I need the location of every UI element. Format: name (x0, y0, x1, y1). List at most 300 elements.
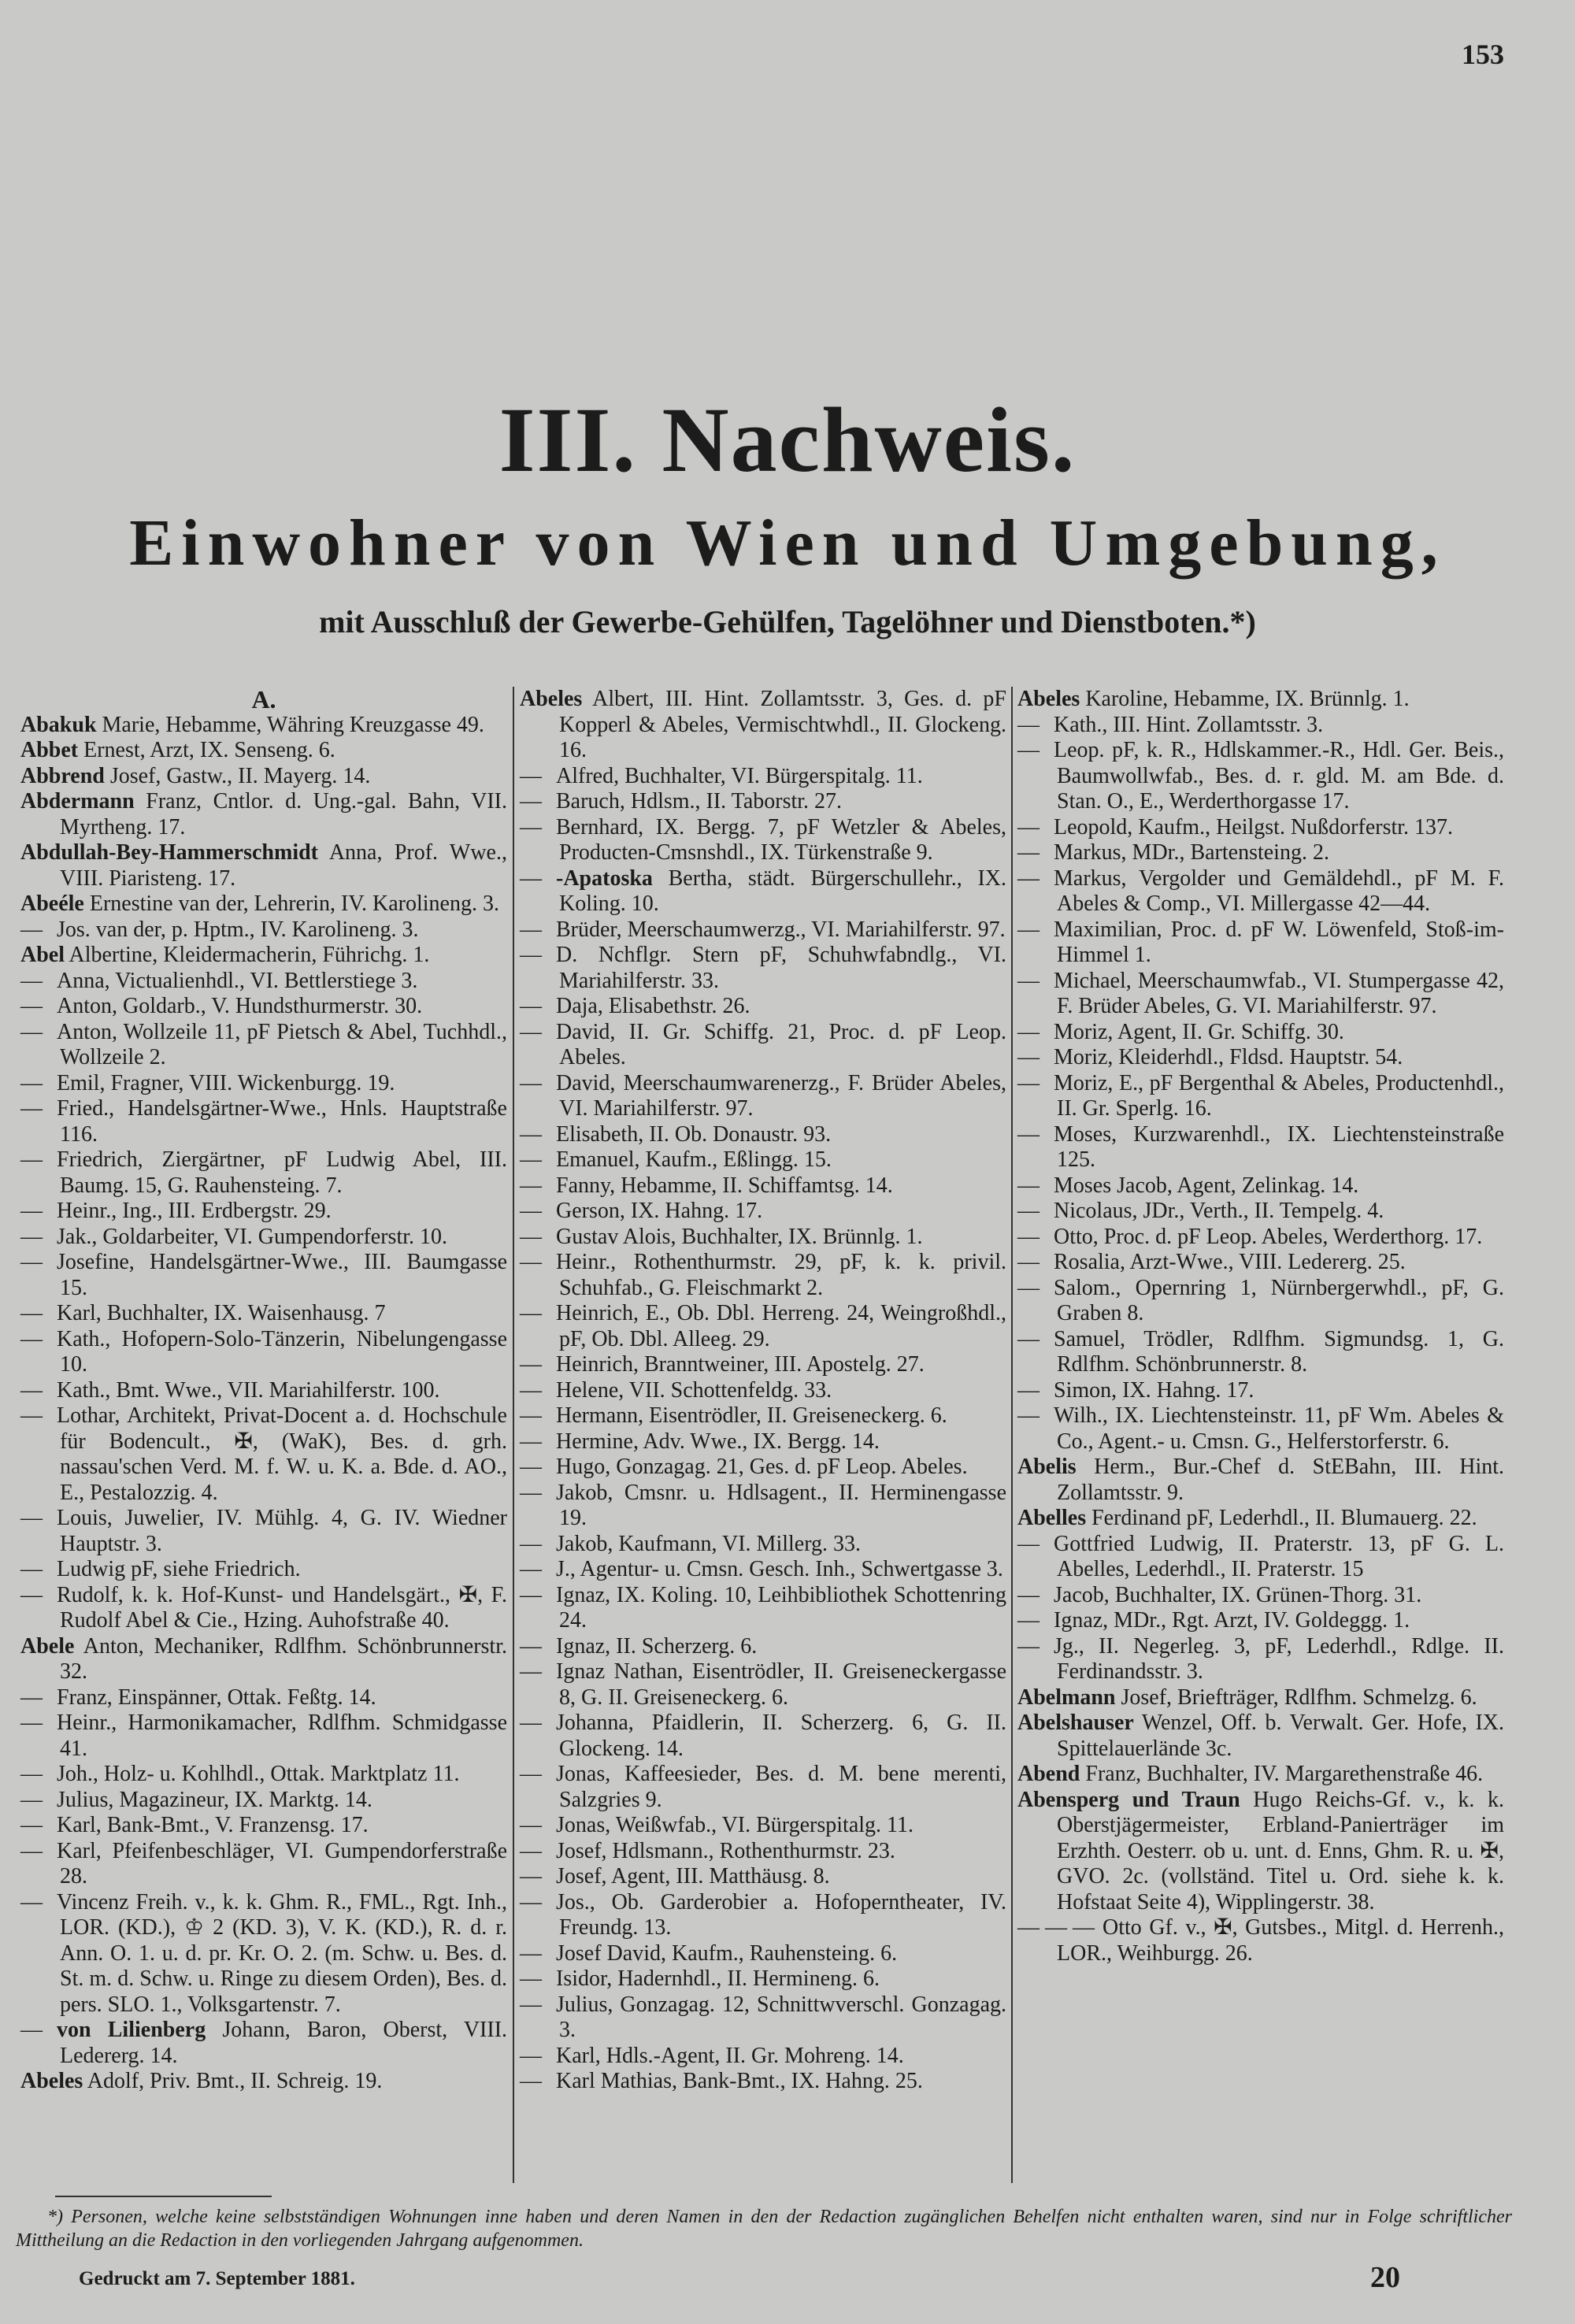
entry-details: Hermann, Eisentrödler, II. Greiseneckerg. 6. (556, 1403, 947, 1428)
directory-entry (20, 891, 507, 917)
entry-details: Josef, Agent, III. Matthäusg. 8. (556, 1864, 830, 1888)
ditto-dash: — (1017, 1045, 1040, 1069)
section-scope-note: mit Ausschluß der Gewerbe-Gehülfen, Tagelöhner und Dienstboten.*) (319, 604, 1256, 639)
entry-details: Wenzel, Off. b. Verwalt. Ger. Hofe, IX. Spittelauerlände 3c. (1057, 1711, 1504, 1761)
surname: von Lilienberg (57, 2018, 206, 2042)
surname: Abakuk (20, 712, 97, 737)
ditto-dash: — (520, 1019, 542, 1044)
ditto-dash: — (1017, 968, 1040, 993)
directory-entry (520, 1122, 1006, 1148)
ditto-dash: — (520, 1403, 542, 1428)
directory-entry (520, 1020, 1006, 1071)
surname: Abel (20, 943, 65, 967)
directory-entry (1017, 1225, 1504, 1251)
entry-details: Heinr., Rothenthurmstr. 29, pF, k. k. privil. Schuhfab., G. Fleischmarkt 2. (556, 1250, 1006, 1300)
entry-details: Otto Gf. v., ✠, Gutsbes., Mitgl. d. Herrenh., LOR., Weihburgg. 26. (1057, 1915, 1504, 1966)
directory-entry (520, 917, 1006, 943)
directory-entry (20, 1071, 507, 1097)
directory-entry (1017, 1403, 1504, 1455)
directory-entry (1017, 738, 1504, 815)
ditto-dash: — (520, 865, 542, 891)
ditto-dash: — (520, 1121, 542, 1147)
entry-details: Elisabeth, II. Ob. Donaustr. 93. (556, 1121, 832, 1147)
entry-details: Jacob, Buchhalter, IX. Grünen-Thorg. 31. (1054, 1582, 1422, 1607)
ditto-dash: — (520, 1838, 542, 1863)
section-title: III. Nachweis. (498, 388, 1077, 491)
surname: Abdullah-Bey-Hammerschmidt (20, 840, 318, 865)
entry-details: Kath., III. Hint. Zollamtsstr. 3. (1054, 712, 1324, 737)
footnote-rule (55, 2196, 272, 2197)
directory-entry (20, 1199, 507, 1225)
entry-details: Kath., Bmt. Wwe., VII. Mariahilferstr. 100. (57, 1377, 440, 1403)
ditto-dash: — (20, 1224, 43, 1249)
ditto-dash: — (1017, 1173, 1040, 1198)
ditto-dash: — (1017, 1326, 1040, 1351)
directory-entry (1017, 1045, 1504, 1071)
directory-column-3 (1017, 687, 1504, 1966)
directory-entry (520, 1864, 1006, 1890)
surname: Abdermann (20, 789, 135, 814)
entry-details: Louis, Juwelier, IV. Mühlg. 4, G. IV. Wiedner Hauptstr. 3. (57, 1506, 507, 1556)
directory-entry (520, 943, 1006, 994)
entry-details: Moriz, Agent, II. Gr. Schiffg. 30. (1054, 1019, 1344, 1044)
surname: -Apatoska (556, 865, 653, 891)
entry-details: Wilh., IX. Liechtensteinstr. 11, pF Wm. Abeles & Co., Agent.- u. Cmsn. G., Helferstorferstr. 6. (1054, 1403, 1504, 1454)
ditto-dash: — (1017, 738, 1040, 762)
entry-details: Josef, Briefträger, Rdlfhm. Schmelzg. 6. (1121, 1685, 1477, 1710)
ditto-dash: — (20, 917, 43, 942)
ditto-dash: — (1017, 840, 1040, 865)
entry-details: Moriz, Kleiderhdl., Fldsd. Hauptstr. 54. (1054, 1045, 1403, 1069)
surname: Abeles (1017, 687, 1080, 711)
ditto-dash: — (1017, 1019, 1040, 1044)
ditto-dash: — (20, 1301, 43, 1325)
entry-details: Heinr., Harmonikamacher, Rdlfhm. Schmidgasse 41. (57, 1711, 507, 1761)
directory-entry (1017, 713, 1504, 739)
directory-entry (20, 943, 507, 969)
directory-entry (1017, 1250, 1504, 1276)
ditto-dash: — (520, 2043, 542, 2068)
entry-details: Marie, Hebamme, Währing Kreuzgasse 49. (102, 712, 484, 737)
entry-details: Baruch, Hdlsm., II. Taborstr. 27. (556, 789, 843, 814)
entry-details: Kath., Hofopern-Solo-Tänzerin, Nibelungengasse 10. (57, 1326, 507, 1377)
entry-details: Josef, Hdlsmann., Rothenthurmstr. 23. (556, 1838, 895, 1863)
directory-entry (1017, 917, 1504, 969)
entry-details: Rosalia, Arzt-Wwe., VIII. Ledererg. 25. (1054, 1250, 1406, 1274)
ditto-dash: — (20, 1685, 43, 1710)
directory-entry (20, 1557, 507, 1583)
directory-entry (1017, 1685, 1504, 1711)
directory-entry (520, 2069, 1006, 2095)
entry-details: Ignaz, II. Scherzerg. 6. (556, 1633, 758, 1659)
ditto-dash: — (1017, 1608, 1040, 1633)
entry-details: Albertine, Kleidermacherin, Führichg. 1. (69, 943, 430, 967)
directory-entry (20, 969, 507, 995)
ditto-dash: — (1017, 814, 1040, 840)
ditto-dash: — (20, 2018, 43, 2042)
ditto-dash: — (1017, 1199, 1040, 1223)
surname: Abelshauser (1017, 1711, 1134, 1735)
entry-details: Joh., Holz- u. Kohlhdl., Ottak. Marktplatz 11. (57, 1762, 460, 1786)
entry-details: Markus, MDr., Bartensteing. 2. (1054, 840, 1329, 865)
entry-details: Jakob, Cmsnr. u. Hdlsagent., II. Herminengasse 19. (556, 1480, 1006, 1530)
entry-details: Bertha, städt. Bürgerschullehr., IX. Koling. 10. (559, 865, 1006, 916)
entry-details: Nicolaus, JDr., Verth., II. Tempelg. 4. (1054, 1199, 1384, 1223)
entry-details: Franz, Buchhalter, IV. Margarethenstraße 46. (1085, 1762, 1484, 1786)
entry-details: Gustav Alois, Buchhalter, IX. Brünnlg. 1. (556, 1224, 923, 1249)
entry-details: Ignaz, IX. Koling. 10, Leihbibliothek Schottenring 24. (556, 1582, 1006, 1633)
entry-details: Simon, IX. Hahng. 17. (1054, 1377, 1254, 1403)
directory-entry (20, 1890, 507, 2018)
page-number: 153 (1462, 39, 1504, 70)
ditto-dash: — (20, 994, 43, 1018)
entry-details: David, II. Gr. Schiffg. 21, Proc. d. pF Leop. Abeles. (556, 1019, 1006, 1069)
entry-details: Moses Jacob, Agent, Zelinkag. 14. (1054, 1173, 1359, 1198)
ditto-dash: — (520, 1711, 542, 1735)
directory-entry (1017, 1915, 1504, 1966)
entry-details: Lothar, Architekt, Privat-Docent a. d. Hochschule für Bodencult., ✠, (WaK), Bes. d. grh. nassau'schen Verd. M. f. W. u. K. a. Bde. d. AO., E., Pestalozzig. 4. (57, 1403, 507, 1505)
directory-entry (20, 1147, 507, 1199)
entry-details: Herm., Bur.-Chef d. StEBahn, III. Hint. Zollamtsstr. 9. (1057, 1455, 1504, 1505)
directory-entry (1017, 1071, 1504, 1122)
ditto-dash: — (520, 1429, 542, 1454)
directory-entry (520, 1225, 1006, 1251)
entry-details: Rudolf, k. k. Hof-Kunst- und Handelsgärt., ✠, F. Rudolf Abel & Cie., Hzing. Auhofstraße 40. (57, 1582, 507, 1633)
directory-entry (520, 1173, 1006, 1199)
entry-details: Johanna, Pfaidlerin, II. Scherzerg. 6, G. II. Glockeng. 14. (556, 1711, 1006, 1761)
ditto-dash: — (20, 1147, 43, 1172)
entry-details: Maximilian, Proc. d. pF W. Löwenfeld, Stoß-im-Himmel 1. (1054, 917, 1504, 967)
directory-entry (520, 1941, 1006, 1967)
directory-entry (1017, 1327, 1504, 1378)
directory-entry (1017, 1122, 1504, 1173)
directory-entry (20, 1788, 507, 1814)
sheet-number: 20 (1370, 2261, 1400, 2294)
ditto-dash: — (520, 1889, 542, 1914)
directory-column-2 (520, 687, 1006, 2095)
entry-details: Ignaz Nathan, Eisentrödler, II. Greiseneckergasse 8, G. II. Greiseneckerg. 6. (556, 1659, 1006, 1710)
entry-details: J., Agentur- u. Cmsn. Gesch. Inh., Schwertgasse 3. (556, 1557, 1003, 1581)
entry-details: Anton, Wollzeile 11, pF Pietsch & Abel, Tuchhdl., Wollzeile 2. (57, 1019, 507, 1069)
directory-entry (20, 1711, 507, 1762)
entry-details: Jos., Ob. Garderobier a. Hofoperntheater, IV. Freundg. 13. (556, 1889, 1006, 1940)
directory-entry (1017, 687, 1504, 713)
ditto-dash: — (520, 1813, 542, 1837)
directory-column-1 (20, 687, 507, 2095)
entry-details: Franz, Cntlor. d. Ung.-gal. Bahn, VII. Myrtheng. 17. (60, 789, 508, 840)
ditto-dash: — (20, 1250, 43, 1274)
ditto-dash: — (520, 1480, 542, 1505)
entry-details: Josefine, Handelsgärtner-Wwe., III. Baumgasse 15. (57, 1250, 507, 1300)
directory-entry (520, 1839, 1006, 1865)
directory-entry (1017, 1532, 1504, 1583)
entry-details: Josef David, Kaufm., Rauhensteing. 6. (556, 1940, 898, 1966)
entry-details: Michael, Meerschaumwfab., VI. Stumpergasse 42, F. Brüder Abeles, G. VI. Mariahilferstr. 97. (1054, 968, 1504, 1018)
ditto-dash: — (1017, 865, 1040, 891)
directory-entry (1017, 1711, 1504, 1762)
ditto-dash: — (520, 1173, 542, 1198)
entry-details: Fanny, Hebamme, II. Schiffamtsg. 14. (556, 1173, 893, 1198)
ditto-dash: — (520, 1531, 542, 1556)
ditto-dash: — (1017, 1582, 1040, 1607)
surname: Abelmann (1017, 1685, 1116, 1710)
entry-details: Anton, Goldarb., V. Hundsthurmerstr. 30. (57, 994, 423, 1018)
entry-details: Karl Mathias, Bank-Bmt., IX. Hahng. 25. (556, 2069, 923, 2093)
directory-entry (520, 1455, 1006, 1481)
directory-entry (20, 764, 507, 790)
entry-details: Julius, Magazineur, IX. Marktg. 14. (57, 1787, 372, 1812)
entry-details: Heinrich, Branntweiner, III. Apostelg. 27. (556, 1352, 925, 1377)
directory-entry (1017, 840, 1504, 866)
entry-details: Ferdinand pF, Lederhdl., II. Blumauerg. 22. (1091, 1506, 1477, 1530)
directory-entry (20, 2069, 507, 2095)
ditto-dash: — (1017, 1250, 1040, 1274)
ditto-dash: — (520, 1250, 542, 1274)
ditto-dash: — (20, 1762, 43, 1786)
directory-entry (20, 1225, 507, 1251)
directory-entry (20, 917, 507, 943)
ditto-dash: — (1017, 917, 1040, 942)
entry-details: Karl, Buchhalter, IX. Waisenhausg. 7 (57, 1301, 386, 1325)
entry-details: Jg., II. Negerleg. 3, pF, Lederhdl., Rdlge. II. Ferdinandsstr. 3. (1054, 1633, 1504, 1684)
entry-details: D. Nchflgr. Stern pF, Schuhwfabndlg., VI. Mariahilferstr. 33. (556, 943, 1006, 993)
ditto-dash: — (20, 1813, 43, 1837)
directory-entry (520, 1813, 1006, 1839)
ditto-dash: — (20, 1557, 43, 1581)
entry-details: Jonas, Weißwfab., VI. Bürgerspitalg. 11. (556, 1813, 914, 1837)
entry-details: Moriz, E., pF Bergenthal & Abeles, Productenhdl., II. Gr. Sperlg. 16. (1054, 1070, 1504, 1121)
entry-details: Hermine, Adv. Wwe., IX. Bergg. 14. (556, 1429, 880, 1454)
ditto-dash: — (20, 968, 43, 993)
ditto-dash: — (520, 1224, 542, 1249)
directory-entry (20, 1813, 507, 1839)
directory-entry (520, 1403, 1006, 1429)
directory-entry (1017, 1506, 1504, 1532)
ditto-dash: — (1017, 712, 1040, 737)
directory-entry (20, 738, 507, 764)
entry-details: Ludwig pF, siehe Friedrich. (57, 1557, 301, 1581)
ditto-dash: — (20, 1582, 43, 1607)
entry-details: Vincenz Freih. v., k. k. Ghm. R., FML., Rgt. Inh., LOR. (KD.), ♔ 2 (KD. 3), V. K. (KD.), R. d. r. Ann. O. 1. u. d. pr. Kr. O. 2. (m. Schw. u. Bes. d. St. m. d. Schw. u. Ringe zu diesem Orden), Bes. d. pers. SLO. 1., Volksgartenstr. 7. (57, 1889, 507, 2017)
directory-entry (520, 1071, 1006, 1122)
ditto-dash: — (520, 1762, 542, 1786)
entry-details: Emil, Fragner, VIII. Wickenburgg. 19. (57, 1070, 395, 1095)
entry-details: Otto, Proc. d. pF Leop. Abeles, Werderthorg. 17. (1054, 1224, 1483, 1249)
entry-details: Jonas, Kaffeesieder, Bes. d. M. bene merenti, Salzgries 9. (556, 1762, 1006, 1812)
directory-entry (520, 687, 1006, 764)
ditto-dash: — (20, 1199, 43, 1223)
directory-entry (520, 815, 1006, 866)
ditto-dash: — (520, 1557, 542, 1581)
directory-entry (520, 1557, 1006, 1583)
directory-entry (520, 1762, 1006, 1813)
entry-details: Daja, Elisabethstr. 26. (556, 994, 750, 1018)
directory-entry (20, 1301, 507, 1327)
entry-details: Anna, Victualienhdl., VI. Bettlerstiege 3. (57, 968, 418, 993)
entry-details: Heinrich, E., Ob. Dbl. Herreng. 24, Weingroßhdl., pF, Ob. Dbl. Alleeg. 29. (556, 1301, 1006, 1351)
directory-entry (20, 1378, 507, 1404)
ditto-dash: — (20, 1326, 43, 1351)
directory-entry (520, 1634, 1006, 1660)
ditto-dash: — (520, 814, 542, 840)
ditto-dash: — (1017, 1633, 1040, 1659)
directory-entry (520, 1659, 1006, 1711)
entry-details: Franz, Einspänner, Ottak. Feßtg. 14. (57, 1685, 376, 1710)
entry-details: Jakob, Kaufmann, VI. Millerg. 33. (556, 1531, 862, 1556)
ditto-dash: — (520, 2069, 542, 2093)
entry-details: Anna, Prof. Wwe., VIII. Piaristeng. 17. (60, 840, 507, 891)
directory-entry (1017, 1173, 1504, 1199)
ditto-dash: — (520, 1633, 542, 1659)
entry-details: Emanuel, Kaufm., Eßlingg. 15. (556, 1147, 832, 1172)
directory-entry (20, 1685, 507, 1711)
entry-details: Alfred, Buchhalter, VI. Bürgerspitalg. 11. (556, 763, 923, 788)
ditto-dash: — (520, 1352, 542, 1377)
directory-entry (20, 1096, 507, 1147)
directory-entry (1017, 1583, 1504, 1609)
ditto-dash: — (520, 1864, 542, 1888)
directory-entry (20, 1403, 507, 1506)
surname: Abbrend (20, 763, 105, 788)
ditto-dash: — (20, 1838, 43, 1863)
directory-entry (520, 1250, 1006, 1301)
entry-details: Karoline, Hebamme, IX. Brünnlg. 1. (1085, 687, 1410, 711)
ditto-dash: — (520, 1582, 542, 1607)
directory-entry (1017, 1608, 1504, 1634)
entry-details: Leopold, Kaufm., Heilgst. Nußdorferstr. 137. (1054, 814, 1454, 840)
ditto-dash: — (20, 1889, 43, 1914)
ditto-dash: — — — (1017, 1915, 1095, 1940)
ditto-dash: — (20, 1377, 43, 1403)
surname: Abele (20, 1633, 75, 1659)
ditto-dash: — (1017, 1531, 1040, 1556)
entry-details: Friedrich, Ziergärtner, pF Ludwig Abel, III. Baumg. 15, G. Rauhensteing. 7. (57, 1147, 507, 1198)
ditto-dash: — (520, 1070, 542, 1095)
directory-entry (520, 994, 1006, 1020)
ditto-dash: — (20, 1070, 43, 1095)
directory-entry (520, 1147, 1006, 1173)
entry-details: Anton, Mechaniker, Rdlfhm. Schönbrunnerstr. 32. (60, 1633, 507, 1684)
directory-entry (520, 1532, 1006, 1558)
ditto-dash: — (1017, 1224, 1040, 1249)
ditto-dash: — (20, 1403, 43, 1428)
directory-entry (20, 1583, 507, 1634)
directory-entry (520, 1429, 1006, 1455)
entry-details: David, Meerschaumwarenerzg., F. Brüder Abeles, VI. Mariahilferstr. 97. (556, 1070, 1006, 1121)
entry-details: Helene, VII. Schottenfeldg. 33. (556, 1377, 832, 1403)
surname: Abelles (1017, 1506, 1087, 1530)
entry-details: Julius, Gonzagag. 12, Schnittwverschl. Gonzagag. 3. (556, 1992, 1006, 2042)
directory-entry (20, 1020, 507, 1071)
entry-details: Josef, Gastw., II. Mayerg. 14. (109, 763, 371, 788)
directory-entry (1017, 1020, 1504, 1046)
ditto-dash: — (1017, 1275, 1040, 1300)
directory-entry (520, 1199, 1006, 1225)
directory-entry (520, 866, 1006, 917)
directory-entry (20, 2018, 507, 2069)
entry-details: Heinr., Ing., III. Erdbergstr. 29. (57, 1199, 332, 1223)
ditto-dash: — (520, 1455, 542, 1479)
entry-details: Karl, Bank-Bmt., V. Franzensg. 17. (57, 1813, 369, 1837)
directory-entry (520, 764, 1006, 790)
ditto-dash: — (520, 1940, 542, 1966)
directory-entry (20, 1762, 507, 1788)
directory-entry (520, 1352, 1006, 1378)
ditto-dash: — (20, 1787, 43, 1812)
directory-entry (1017, 1276, 1504, 1327)
directory-entry (520, 1481, 1006, 1532)
ditto-dash: — (1017, 1121, 1040, 1147)
ditto-dash: — (20, 1096, 43, 1121)
ditto-dash: — (520, 1377, 542, 1403)
directory-entry (20, 1839, 507, 1890)
entry-details: Moses, Kurzwarenhdl., IX. Liechtensteinstraße 125. (1054, 1121, 1504, 1172)
column-divider (513, 687, 514, 2183)
ditto-dash: — (520, 789, 542, 814)
column-divider (1011, 687, 1013, 2183)
letter-heading: A. (251, 685, 276, 714)
entry-details: Leop. pF, k. R., Hdlskammer.-R., Hdl. Ger. Beis., Baumwollwfab., Bes. d. r. gld. M. am Bde. d. Stan. O., E., Werderthorgasse 17. (1054, 738, 1504, 814)
entry-details: Karl, Pfeifenbeschläger, VI. Gumpendorferstraße 28. (57, 1838, 507, 1888)
directory-entry (520, 1890, 1006, 1941)
ditto-dash: — (520, 943, 542, 967)
directory-entry (1017, 969, 1504, 1020)
directory-entry (20, 1327, 507, 1378)
directory-entry (20, 1250, 507, 1301)
directory-entry (520, 789, 1006, 815)
directory-entry (20, 840, 507, 891)
directory-entry (1017, 815, 1504, 841)
ditto-dash: — (1017, 1377, 1040, 1403)
directory-entry (520, 1966, 1006, 1992)
entry-details: Johann, Baron, Oberst, VIII. Ledererg. 14. (60, 2018, 508, 2068)
directory-entry (1017, 1634, 1504, 1685)
ditto-dash: — (1017, 1070, 1040, 1095)
directory-entry (20, 1506, 507, 1557)
surname: Abelis (1017, 1455, 1077, 1479)
directory-entry (1017, 1378, 1504, 1404)
entry-details: Jos. van der, p. Hptm., IV. Karolineng. 3. (57, 917, 419, 942)
directory-entry (520, 1378, 1006, 1404)
directory-entry (1017, 1455, 1504, 1506)
ditto-dash: — (520, 917, 542, 942)
surname: Abend (1017, 1762, 1080, 1786)
footnote: *) Personen, welche keine selbstständigen Wohnungen inne haben und deren Namen in den der Redaction zugänglichen Behelfen nicht enthalten waren, sind nur in Folge schriftlicher Mittheilung an die Redaction in den vorliegenden Jahrgang aufgenommen. (16, 2207, 1512, 2251)
entry-details: Ernestine van der, Lehrerin, IV. Karolineng. 3. (89, 891, 499, 916)
surname: Abensperg und Traun (1017, 1787, 1240, 1812)
entry-details: Fried., Handelsgärtner-Wwe., Hnls. Hauptstraße 116. (57, 1096, 507, 1147)
surname: Abeles (520, 687, 583, 711)
entry-details: Karl, Hdls.-Agent, II. Gr. Mohreng. 14. (556, 2043, 904, 2068)
entry-details: Hugo Reichs-Gf. v., k. k. Oberstjägermeister, Erbland-Panierträger im Erzhth. Oesterr. ob u. unt. d. Enns, Ghm. R. u. ✠, GVO. 2c. (vollständ. Titel u. Ord. siehe k. k. Hofstaat Seite 4), Wipplingerstr. 38. (1057, 1787, 1505, 1914)
ditto-dash: — (520, 1659, 542, 1684)
ditto-dash: — (20, 1711, 43, 1735)
entry-details: Markus, Vergolder und Gemäldehdl., pF M. F. Abeles & Comp., VI. Millergasse 42—44. (1054, 865, 1504, 916)
directory-entry (20, 994, 507, 1020)
directory-entry (1017, 1199, 1504, 1225)
ditto-dash: — (520, 763, 542, 788)
entry-details: Brüder, Meerschaumwerzg., VI. Mariahilferstr. 97. (556, 917, 1006, 942)
ditto-dash: — (520, 994, 542, 1018)
entry-details: Isidor, Hadernhdl., II. Hermineng. 6. (556, 1966, 880, 1991)
entry-details: Adolf, Priv. Bmt., II. Schreig. 19. (87, 2069, 383, 2093)
surname: Abeles (20, 2069, 83, 2093)
directory-entry (1017, 1762, 1504, 1788)
entry-details: Samuel, Trödler, Rdlfhm. Sigmundsg. 1, G. Rdlfhm. Schönbrunnerstr. 8. (1054, 1326, 1504, 1377)
entry-details: Hugo, Gonzagag. 21, Ges. d. pF Leop. Abeles. (556, 1455, 968, 1479)
directory-entry (520, 1301, 1006, 1352)
directory-entry (520, 1583, 1006, 1634)
